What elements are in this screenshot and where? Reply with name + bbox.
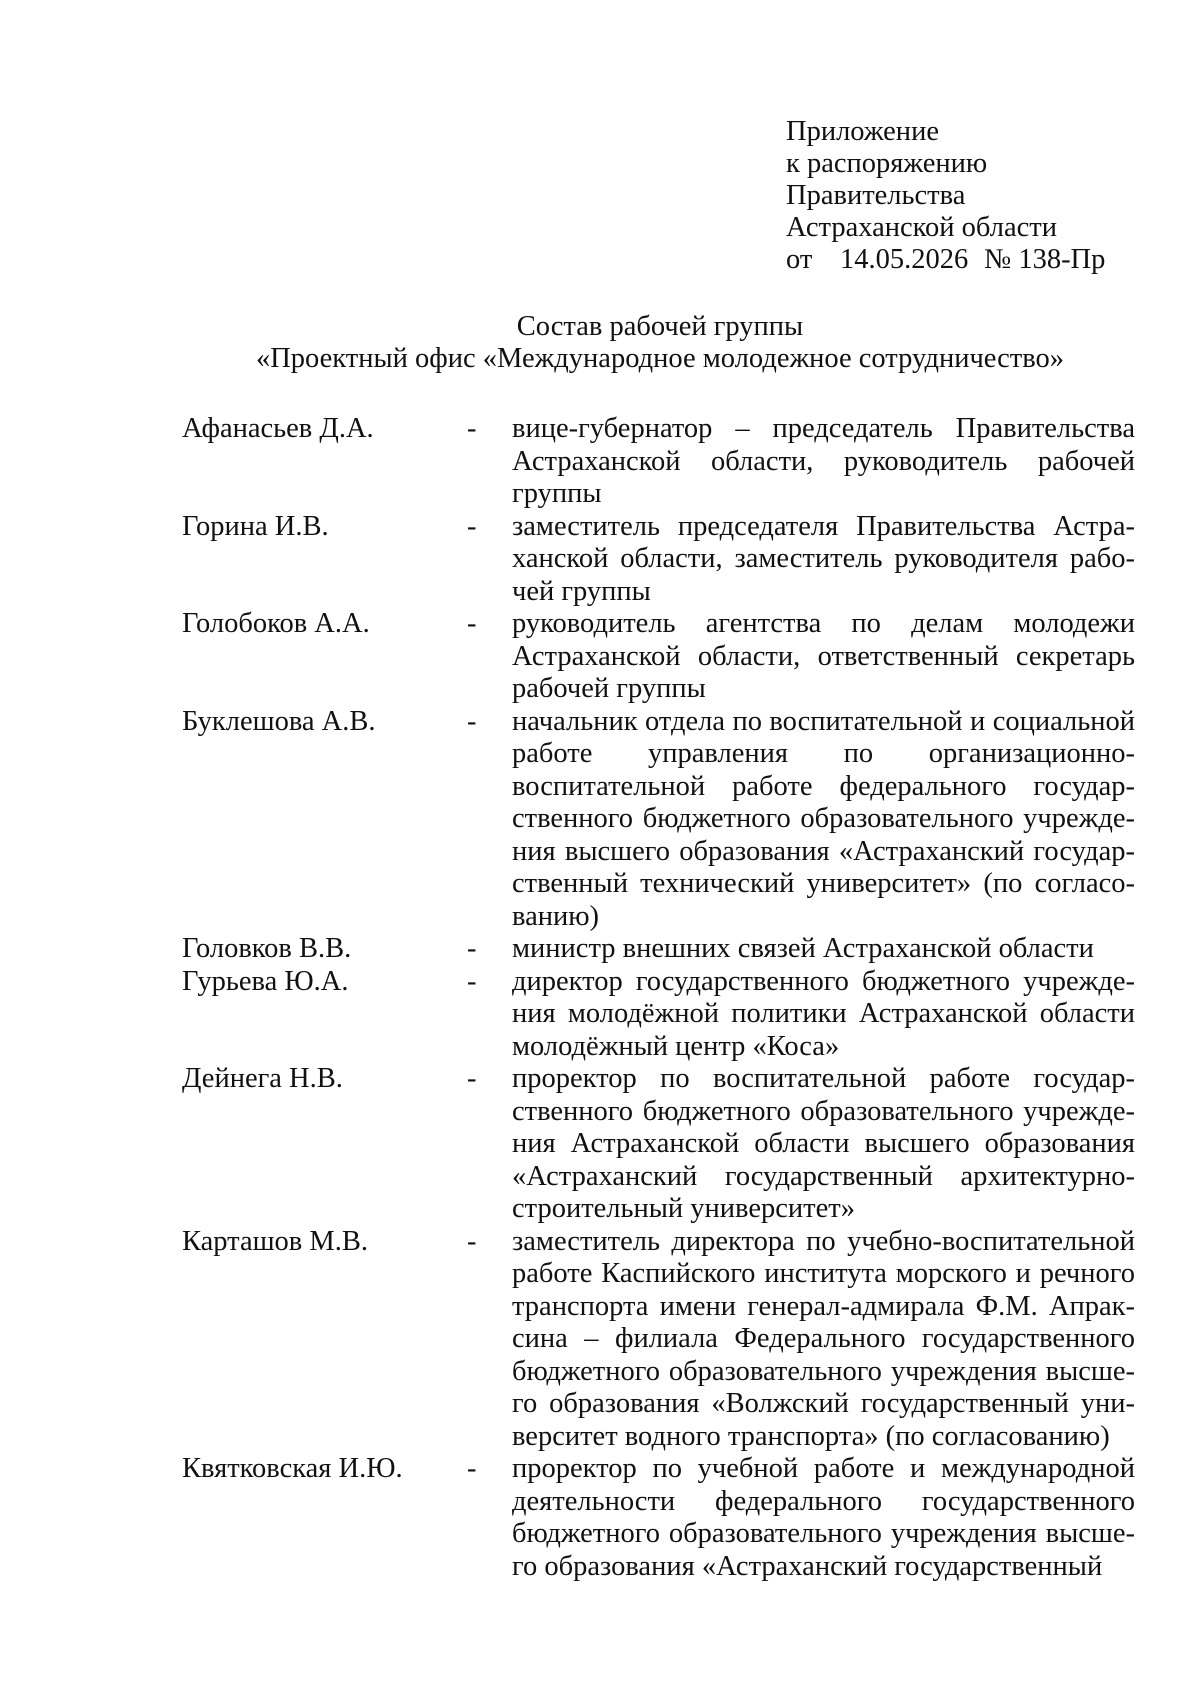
- member-row: [182, 1063, 1135, 1226]
- members-list: [182, 413, 1135, 1583]
- member-dash: -: [467, 1063, 477, 1094]
- member-row: [182, 933, 1135, 966]
- member-dash: -: [467, 965, 477, 997]
- member-name: Горина И.В.: [182, 510, 329, 542]
- reference-from: от: [786, 244, 813, 275]
- member-dash: -: [467, 413, 477, 444]
- attachment-line: Приложение: [786, 116, 939, 147]
- member-dash: -: [467, 705, 477, 737]
- member-role: начальник отдела по воспитательной и социальной работе управления по организационно-воспитательной работе федерального государственного бюджетного образовательного учреждения высшего образования «Астраханский государственный технический университет» (по согласованию): [512, 705, 1135, 932]
- member-name: Голобоков А.А.: [182, 608, 370, 639]
- member-role: заместитель директора по учебно-воспитательной работе Каспийского института морского и речного транспорта имени генерал-адмирала Ф.М. Апраксина – филиала Федерального государственного бюджетного образовательного учреждения высшего образования «Волжский государственный университет водного транспорта» (по согласованию): [512, 1225, 1135, 1452]
- member-row: [182, 1453, 1135, 1583]
- attachment-line: Правительства: [786, 180, 966, 211]
- member-dash: -: [467, 608, 477, 639]
- member-dash: -: [467, 1225, 477, 1257]
- member-row: [182, 966, 1135, 1064]
- member-role: вице-губернатор – председатель Правительства Астраханской области, руководитель рабочей группы: [512, 413, 1135, 509]
- member-row: [182, 1226, 1135, 1454]
- member-name: Гурьева Ю.А.: [182, 965, 349, 997]
- member-dash: -: [467, 1453, 477, 1484]
- member-row: [182, 511, 1135, 609]
- member-name: Дейнега Н.В.: [182, 1063, 343, 1094]
- reference-date: 14.05.2026: [840, 244, 969, 275]
- member-name: Квятковская И.Ю.: [182, 1453, 403, 1484]
- member-name: Карташов М.В.: [182, 1225, 368, 1257]
- member-row: [182, 706, 1135, 934]
- heading-title: Состав рабочей группы: [516, 311, 804, 342]
- member-role: руководитель агентства по делам молодежи Астраханской области, ответственный секретарь рабочей группы: [512, 608, 1135, 704]
- member-role: министр внешних связей Астраханской области: [512, 933, 1094, 964]
- attachment-block: [786, 116, 1146, 276]
- member-dash: -: [467, 510, 477, 542]
- member-name: Буклешова А.В.: [182, 705, 376, 737]
- attachment-reference: [786, 244, 1146, 276]
- member-name: Головков В.В.: [182, 933, 352, 964]
- document-heading: [180, 311, 1140, 375]
- reference-number: № 138-Пр: [984, 244, 1106, 275]
- heading-subtitle: «Проектный офис «Международное молодежное сотрудничество»: [255, 343, 1065, 374]
- member-row: [182, 413, 1135, 511]
- member-role: директор государственного бюджетного учреждения молодёжной политики Астраханской области молодёжный центр «Коса»: [512, 965, 1135, 1062]
- attachment-line: к распоряжению: [786, 148, 988, 179]
- attachment-line: Астраханской области: [786, 212, 1057, 243]
- member-role: проректор по воспитательной работе государственного бюджетного образовательного учреждения Астраханской области высшего образования «Астраханский государственный архитектурно-строительный университет»: [512, 1063, 1135, 1224]
- member-row: [182, 608, 1135, 706]
- member-role: проректор по учебной работе и международной деятельности федерального государственного бюджетного образовательного учреждения высшего образования «Астраханский государственный: [512, 1453, 1135, 1582]
- member-dash: -: [467, 933, 477, 964]
- member-role: заместитель председателя Правительства Астраханской области, заместитель руководителя рабочей группы: [512, 510, 1135, 607]
- member-name: Афанасьев Д.А.: [182, 413, 374, 444]
